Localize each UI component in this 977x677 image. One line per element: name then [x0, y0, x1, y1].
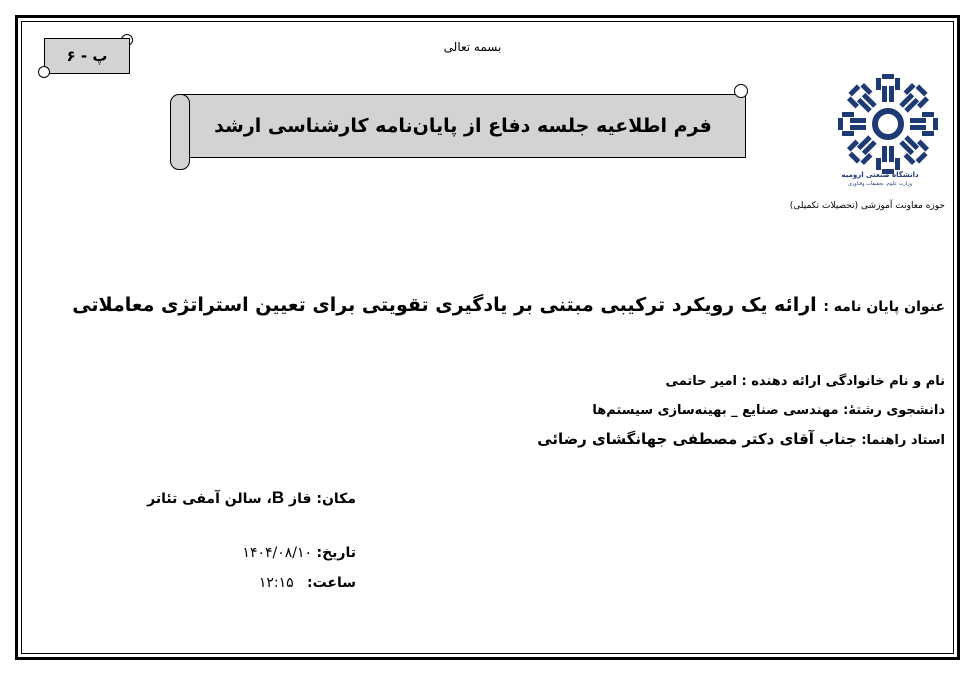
location-line: [147, 488, 356, 508]
presenter-label: نام و نام خانوادگی ارائه دهنده :: [741, 374, 945, 389]
time-value: ۱۲:۱۵: [258, 575, 294, 591]
scroll-curl: [734, 84, 748, 98]
location-phase-letter: B: [271, 488, 285, 507]
major-value: مهندسی صنایع _ بهینه‌سازی سیستم‌ها: [592, 403, 839, 418]
office-name: حوزه معاونت آموزشی (تحصیلات تکمیلی): [789, 201, 945, 211]
form-title-scroll: [170, 84, 750, 172]
advisor-line: [537, 430, 945, 448]
time-line: [259, 575, 356, 591]
advisor-label: استاد راهنما:: [861, 433, 945, 448]
time-label: ساعت:: [306, 575, 356, 591]
presenter-line: [666, 374, 945, 389]
date-value: ۱۴۰۴/۰۸/۱۰: [242, 545, 313, 561]
scroll-curl: [38, 66, 50, 78]
advisor-name: جناب آقای دکتر مصطفی جهانگشای رضائی: [537, 430, 857, 448]
location-hall: ، سالن آمفی تئاتر: [147, 491, 272, 507]
form-code: پ - ۶: [44, 38, 130, 74]
university-ministry: وزارت علوم، تحقیقات وفناوری: [847, 181, 913, 187]
date-label: تاریخ:: [316, 545, 356, 561]
thesis-title-line: [72, 294, 945, 316]
location-phase: فاز: [289, 491, 312, 507]
form-code-scroll: [38, 34, 133, 78]
thesis-title-label: عنوان پایان نامه :: [823, 299, 945, 315]
presenter-name: امیر حاتمی: [665, 374, 737, 389]
thesis-title: ارائه یک رویکرد ترکیبی مبتنی بر یادگیری تقویتی برای تعیین استراتژی معاملاتی: [72, 294, 817, 316]
scroll-curl: [170, 94, 190, 170]
major-label: دانشجوی رشتهٔ:: [843, 403, 945, 418]
date-line: [242, 545, 356, 561]
location-label: مکان:: [316, 491, 356, 507]
major-line: [592, 403, 945, 418]
form-title: فرم اطلاعیه جلسه دفاع از پایان‌نامه کارشناسی ارشد: [180, 94, 746, 158]
university-name: دانشگاه صنعتی ارومیه: [841, 171, 919, 179]
basmala: بسمه تعالی: [443, 40, 502, 54]
